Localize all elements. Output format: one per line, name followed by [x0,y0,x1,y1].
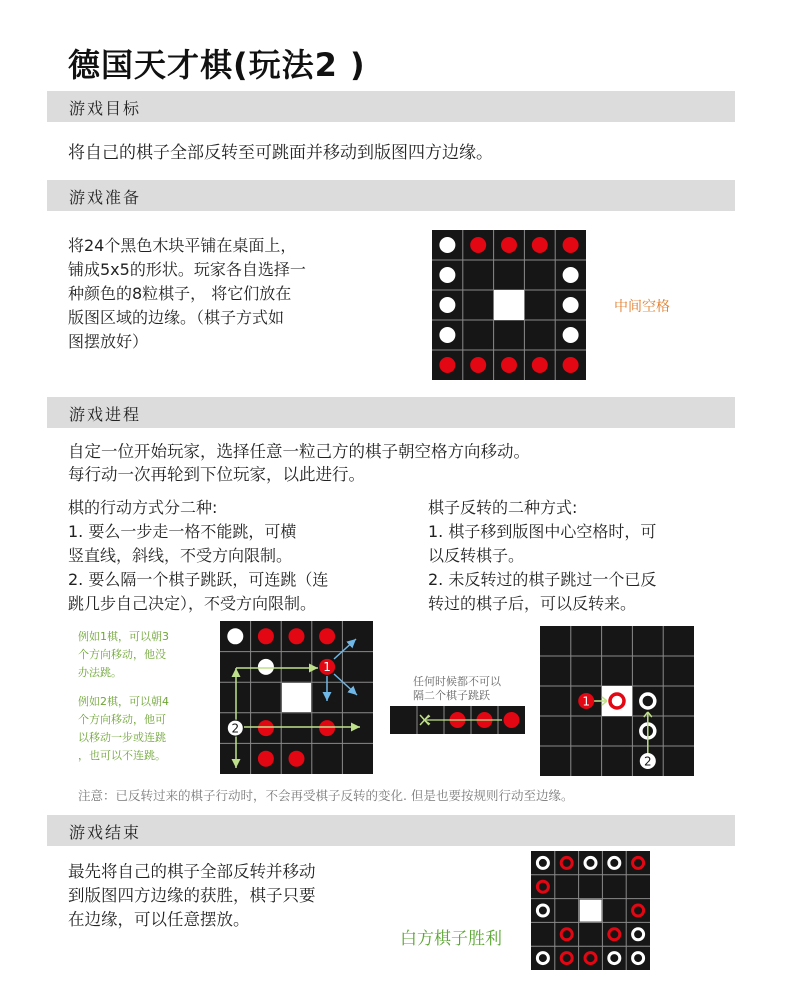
goal-text: 将自己的棋子全部反转至可跳面并移动到版图四方边缘。 [68,143,493,163]
red-piece [470,357,486,373]
white-piece [563,297,579,313]
red-piece [258,751,274,767]
flip-rules: 棋子反转的二种方式: 1. 棋子移到版图中心空格时，可 以反转棋子。 2. 未反转过的棋子跳过一个已反 转过的棋子后，可以反转来。 [428,498,657,613]
red-piece [501,237,517,253]
center-cell-label: 中间空格 [614,299,670,315]
white-piece [439,237,455,253]
red-piece [258,720,274,736]
end-text: 最先将自己的棋子全部反转并移动 到版图四方边缘的获胜，棋子只要 在边缘，可以任意摆放。 [68,862,316,929]
prep-text: 将24个黑色木块平铺在桌面上， 铺成5x5的形状。玩家各自选择一 种颜色的8粒棋子， 将它们放在 版图区域的边缘。（棋子方式如 图摆放好） [68,236,306,351]
page-title: 德国天才棋(玩法2 ) [68,46,366,84]
red-piece [258,628,274,644]
red-piece [532,237,548,253]
final-board [531,851,650,970]
notice-text: 注意：已反转过来的棋子行动时，不会再受棋子反转的变化. 但是也要按规则行动至边缘。 [78,788,574,803]
example1-note: 例如1棋，可以朝3 个方向移动，他没 办法跳。 [78,630,169,679]
red-piece [289,751,305,767]
red-piece [319,628,335,644]
move-rules: 棋的行动方式分二种: 1. 要么一步走一格不能跳，可横 竖直线，斜线，不受方向限制。 2. 要么隔一个棋子跳跃，可连跳（连 跳几步自己决定），不受方向限制。 [68,498,329,613]
red-piece [563,357,579,373]
win-label: 白方棋子胜利 [400,929,502,949]
svg-text:2: 2 [643,754,652,769]
svg-text:1: 1 [323,660,331,674]
red-piece [470,237,486,253]
setup-board [432,230,586,380]
svg-text:1: 1 [582,694,591,709]
white-piece [227,628,243,644]
red-piece [439,357,455,373]
section-header-prep: 游戏准备 [47,180,735,211]
center-empty-cell [494,290,524,320]
white-piece [439,267,455,283]
red-piece [289,628,305,644]
red-piece [563,237,579,253]
jump-limit-note: 任何时候都不可以 隔二个棋子跳跃 [413,675,501,702]
red-piece [501,357,517,373]
red-piece [319,720,335,736]
red-piece [532,357,548,373]
process-intro: 自定一位开始玩家，选择任意一粒己方的棋子朝空格方向移动。 每行动一次再轮到下位玩家，以此进行。 [68,442,530,484]
center-empty-cell [580,900,602,922]
example2-note: 例如2棋，可以朝4 个方向移动，他可 以移动一步或连跳 ，也可以不连跳。 [78,695,169,762]
white-piece [563,267,579,283]
white-piece [439,297,455,313]
example-flip-board [540,626,694,776]
svg-text:2: 2 [231,721,240,736]
red-piece [504,712,520,728]
jump-limit-strip [390,706,525,734]
section-header-process: 游戏进程 [47,397,735,428]
section-header-goal: 游戏目标 [47,91,735,122]
example-move-board [220,621,373,774]
white-piece [563,327,579,343]
center-empty-cell [282,683,311,712]
white-piece [258,659,274,675]
white-piece [439,327,455,343]
section-header-end: 游戏结束 [47,815,735,846]
